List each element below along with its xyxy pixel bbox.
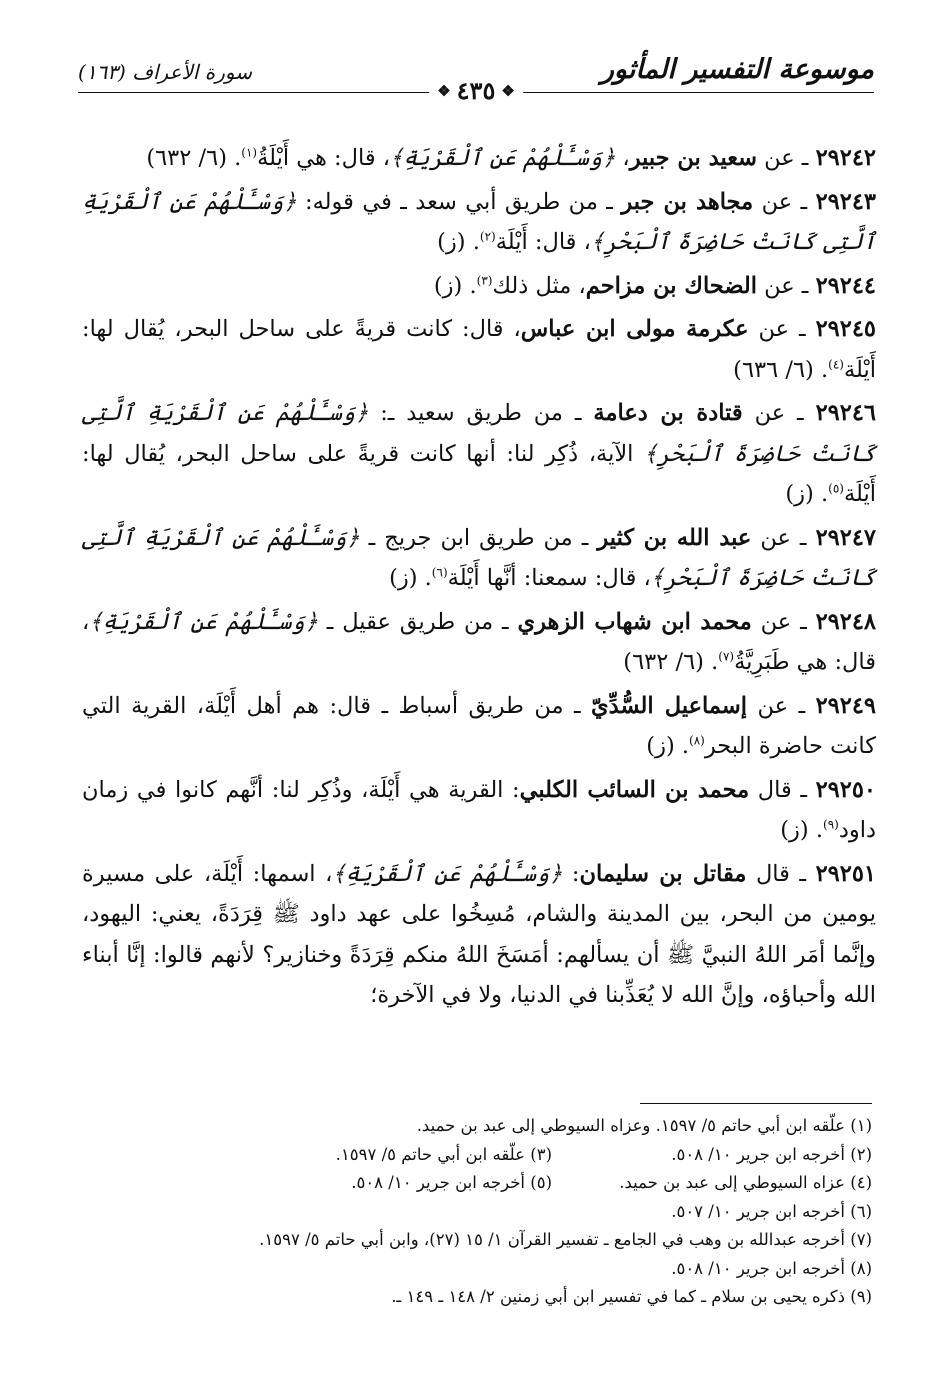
main-text xyxy=(82,138,876,1019)
entry-text: ، قال: أَيْلَة xyxy=(495,229,591,255)
footnote-marker: (٧) xyxy=(718,649,735,664)
narrator-name: محمد بن السائب الكلبي xyxy=(519,776,750,803)
entry-text: ، قال: هي أَيْلَةُ xyxy=(257,145,391,171)
entry-text: ـ قال xyxy=(749,776,807,803)
narration-entry xyxy=(82,602,876,683)
source-reference: (ز) xyxy=(646,733,675,759)
entry-text: . xyxy=(813,481,829,507)
entry-text: ، اسمها: أَيْلَة، على مسيرة يومين من البحر، بين المدينة والشام، مُسِخُوا على عهد داود ﷺ قِرَدَةً، يعني: اليهود، وإنَّما أمَر اللهُ النبيَّ ﷺ أن يسألهم: أمَسَخَ اللهُ منكم قِرَدَةً وخنازير؟ لأنهم قالوا: إنَّا أبناء الله وأحباؤه، وإنَّ الله لا يُعَذِّبنا في الدنيا، ولا في الآخرة؛ xyxy=(82,860,876,1008)
source-reference: (٦/ ٦٣٢) xyxy=(146,145,227,171)
narration-entry xyxy=(82,518,876,599)
page-number-block xyxy=(429,76,523,105)
entry-text: ـ عن xyxy=(751,524,807,551)
surah-title: سورة الأعراف (١٦٣) xyxy=(78,60,253,84)
source-reference: (٦/ ٦٣٦) xyxy=(733,356,814,383)
entry-text: . xyxy=(462,272,477,299)
footnote-marker: (٦) xyxy=(431,565,448,580)
footnote-row xyxy=(82,1198,872,1227)
footnote-marker: (٥) xyxy=(828,481,844,496)
entry-text: ـ عن xyxy=(756,272,809,299)
entry-text: ، قال: سمعنا: أنَّها أَيْلَة xyxy=(447,565,651,591)
entry-number: ٢٩٢٤٧ xyxy=(815,524,876,551)
footnote-row xyxy=(82,1226,872,1255)
footnote: (٩) ذكره يحيى بن سلام ـ كما في تفسير ابن أبي زمنين ٢/ ١٤٨ ـ ١٤٩ ـ. xyxy=(391,1287,872,1306)
footnote-row xyxy=(82,1283,872,1312)
entry-text: : القرية هي أَيْلَة، وذُكِر لنا: أنَّهم كانوا في زمان داود xyxy=(82,776,876,843)
entry-text: ـ عن xyxy=(748,316,806,342)
footnote: (٨) أخرجه ابن جرير ١٠/ ٥٠٨. xyxy=(671,1258,872,1278)
entry-number: ٢٩٢٤٥ xyxy=(815,316,877,342)
ornament-icon: ❖ xyxy=(501,81,515,100)
footnote: (٦) أخرجه ابن جرير ١٠/ ٥٠٧. xyxy=(671,1201,872,1221)
entry-text: ـ قال xyxy=(746,860,807,887)
narrator-name: مقاتل بن سليمان xyxy=(579,860,747,887)
entry-number: ٢٩٢٤٣ xyxy=(815,188,877,215)
footnote-separator xyxy=(640,1103,872,1104)
entry-text: . xyxy=(417,565,432,591)
entry-text: ـ عن xyxy=(753,188,808,215)
footnote-marker: (٩) xyxy=(823,817,839,832)
narration-entry xyxy=(82,138,876,179)
footnote-row xyxy=(82,1112,872,1141)
entry-text: ، قال: كانت قريةً على ساحل البحر، يُقال لها: أَيْلَة xyxy=(82,316,876,383)
narration-entry xyxy=(82,182,876,263)
entry-text: ـ من طريق عقيل ـ xyxy=(317,608,518,635)
footnotes xyxy=(82,1112,872,1312)
quran-verse: ﴿وَسْـَٔلْهُمْ عَنِ ٱلْقَرْيَةِ﴾ xyxy=(89,608,318,635)
source-reference: (٦/ ٦٣٢) xyxy=(623,649,704,675)
footnote-marker: (١) xyxy=(241,145,258,160)
source-reference: (ز) xyxy=(437,229,466,255)
footnote: (٧) أخرجه عبدالله بن وهب في الجامع ـ تفسير القرآن ١/ ١٥ (٢٧)، وابن أبي حاتم ٥/ ١٥٩٧. xyxy=(259,1230,872,1249)
entry-text: ـ عن xyxy=(751,608,807,635)
entry-text: ، قال: هي طَبَرِيَّةُ xyxy=(82,608,876,675)
entry-text: ، xyxy=(615,145,630,171)
narrator-name: سعيد بن جبير xyxy=(629,145,757,171)
quran-verse: ﴿وَسْـَٔلْهُمْ عَنِ ٱلْقَرْيَةِ ٱلَّتِى كَانَتْ حَاضِرَةَ ٱلْبَحْرِ﴾ xyxy=(82,188,876,255)
footnote-marker: (٨) xyxy=(689,733,705,748)
footnote: (٤) عزاه السيوطي إلى عبد بن حميد. xyxy=(619,1173,872,1192)
footnote-marker: (٣) xyxy=(476,273,493,287)
entry-text: ، مثل ذلك xyxy=(492,272,586,299)
running-header xyxy=(78,54,874,110)
entry-text: ـ عن xyxy=(742,400,804,426)
quran-verse: ﴿وَسْـَٔلْهُمْ عَنِ ٱلْقَرْيَةِ﴾ xyxy=(390,145,616,171)
page-number: ٤٣٥ xyxy=(456,76,496,105)
source-reference: (ز) xyxy=(785,481,814,507)
entry-text: . xyxy=(813,356,829,383)
narration-entry xyxy=(82,686,876,767)
footnote-row xyxy=(82,1255,872,1284)
footnote-row xyxy=(82,1141,872,1170)
entry-text: ـ عن xyxy=(756,145,809,171)
entry-number: ٢٩٢٤٨ xyxy=(815,608,876,635)
entry-number: ٢٩٢٤٦ xyxy=(815,400,877,426)
footnote-marker: (٢) xyxy=(479,229,496,244)
narrator-name: عكرمة مولى ابن عباس xyxy=(520,316,749,342)
entry-text: ـ عن xyxy=(747,692,806,719)
quran-verse: ﴿وَسْـَٔلْهُمْ عَنِ ٱلْقَرْيَةِ ٱلَّتِى كَانَتْ حَاضِرَةَ ٱلْبَحْرِ﴾ xyxy=(82,524,876,591)
entry-text: . xyxy=(703,649,719,675)
entry-number: ٢٩٢٥١ xyxy=(815,860,877,887)
narrator-name: الضحاك بن مزاحم xyxy=(585,272,757,299)
entry-text: ـ من طريق ابن جريج ـ xyxy=(359,524,598,551)
narration-entry xyxy=(82,309,876,390)
narration-entry xyxy=(82,770,876,851)
entry-text: . xyxy=(226,145,242,171)
source-reference: (ز) xyxy=(780,817,809,843)
entry-text: . xyxy=(674,733,690,759)
entry-text: . xyxy=(808,817,824,843)
narration-entry xyxy=(82,393,876,515)
footnote-marker: (٤) xyxy=(828,357,844,371)
book-title: موسوعة التفسير المأثور xyxy=(600,54,874,85)
source-reference: (ز) xyxy=(433,272,463,299)
quran-verse: ﴿وَسْـَٔلْهُمْ عَنِ ٱلْقَرْيَةِ ٱلَّتِى كَانَتْ حَاضِرَةَ ٱلْبَحْرِ﴾ xyxy=(82,400,876,467)
entry-text: : xyxy=(562,860,580,887)
entry-text: . xyxy=(465,229,480,255)
entry-number: ٢٩٢٥٠ xyxy=(815,776,876,803)
narration-entry xyxy=(82,854,876,1016)
narration-entry xyxy=(82,266,876,307)
entry-text: الآية، ذُكِر لنا: أنها كانت قريةً على ساحل البحر، يُقال لها: أَيْلَة xyxy=(82,440,876,507)
entry-text: ـ من طريق أبي سعد ـ في قوله: xyxy=(296,188,622,215)
footnote-row xyxy=(82,1169,872,1198)
entry-number: ٢٩٢٤٩ xyxy=(815,692,876,719)
entry-number: ٢٩٢٤٢ xyxy=(815,145,876,171)
source-reference: (ز) xyxy=(389,565,418,591)
narrator-name: مجاهد بن جبر xyxy=(621,188,754,215)
entry-text: ـ من طريق سعيد ـ: xyxy=(368,400,594,426)
footnote: (١) علّقه ابن أبي حاتم ٥/ ١٥٩٧. وعزاه السيوطي إلى عبد بن حميد. xyxy=(416,1116,872,1135)
footnote: (٥) أخرجه ابن جرير ١٠/ ٥٠٨. xyxy=(351,1173,552,1192)
quran-verse: ﴿وَسْـَٔلْهُمْ عَنِ ٱلْقَرْيَةِ﴾ xyxy=(332,860,563,887)
narrator-name: محمد ابن شهاب الزهري xyxy=(517,608,752,635)
footnote: (٢) أخرجه ابن جرير ١٠/ ٥٠٨. xyxy=(671,1144,872,1164)
narrator-name: قتادة بن دعامة xyxy=(593,400,743,426)
entry-text: ـ من طريق أسباط ـ قال: هم أهل أَيْلَة، القرية التي كانت حاضرة البحر xyxy=(82,692,876,759)
narrator-name: إسماعيل السُّدِّيّ xyxy=(591,692,748,719)
entry-number: ٢٩٢٤٤ xyxy=(815,272,876,299)
footnote: (٣) علّقه ابن أبي حاتم ٥/ ١٥٩٧. xyxy=(335,1144,552,1164)
ornament-icon: ❖ xyxy=(437,81,451,100)
narrator-name: عبد الله بن كثير xyxy=(597,524,752,551)
